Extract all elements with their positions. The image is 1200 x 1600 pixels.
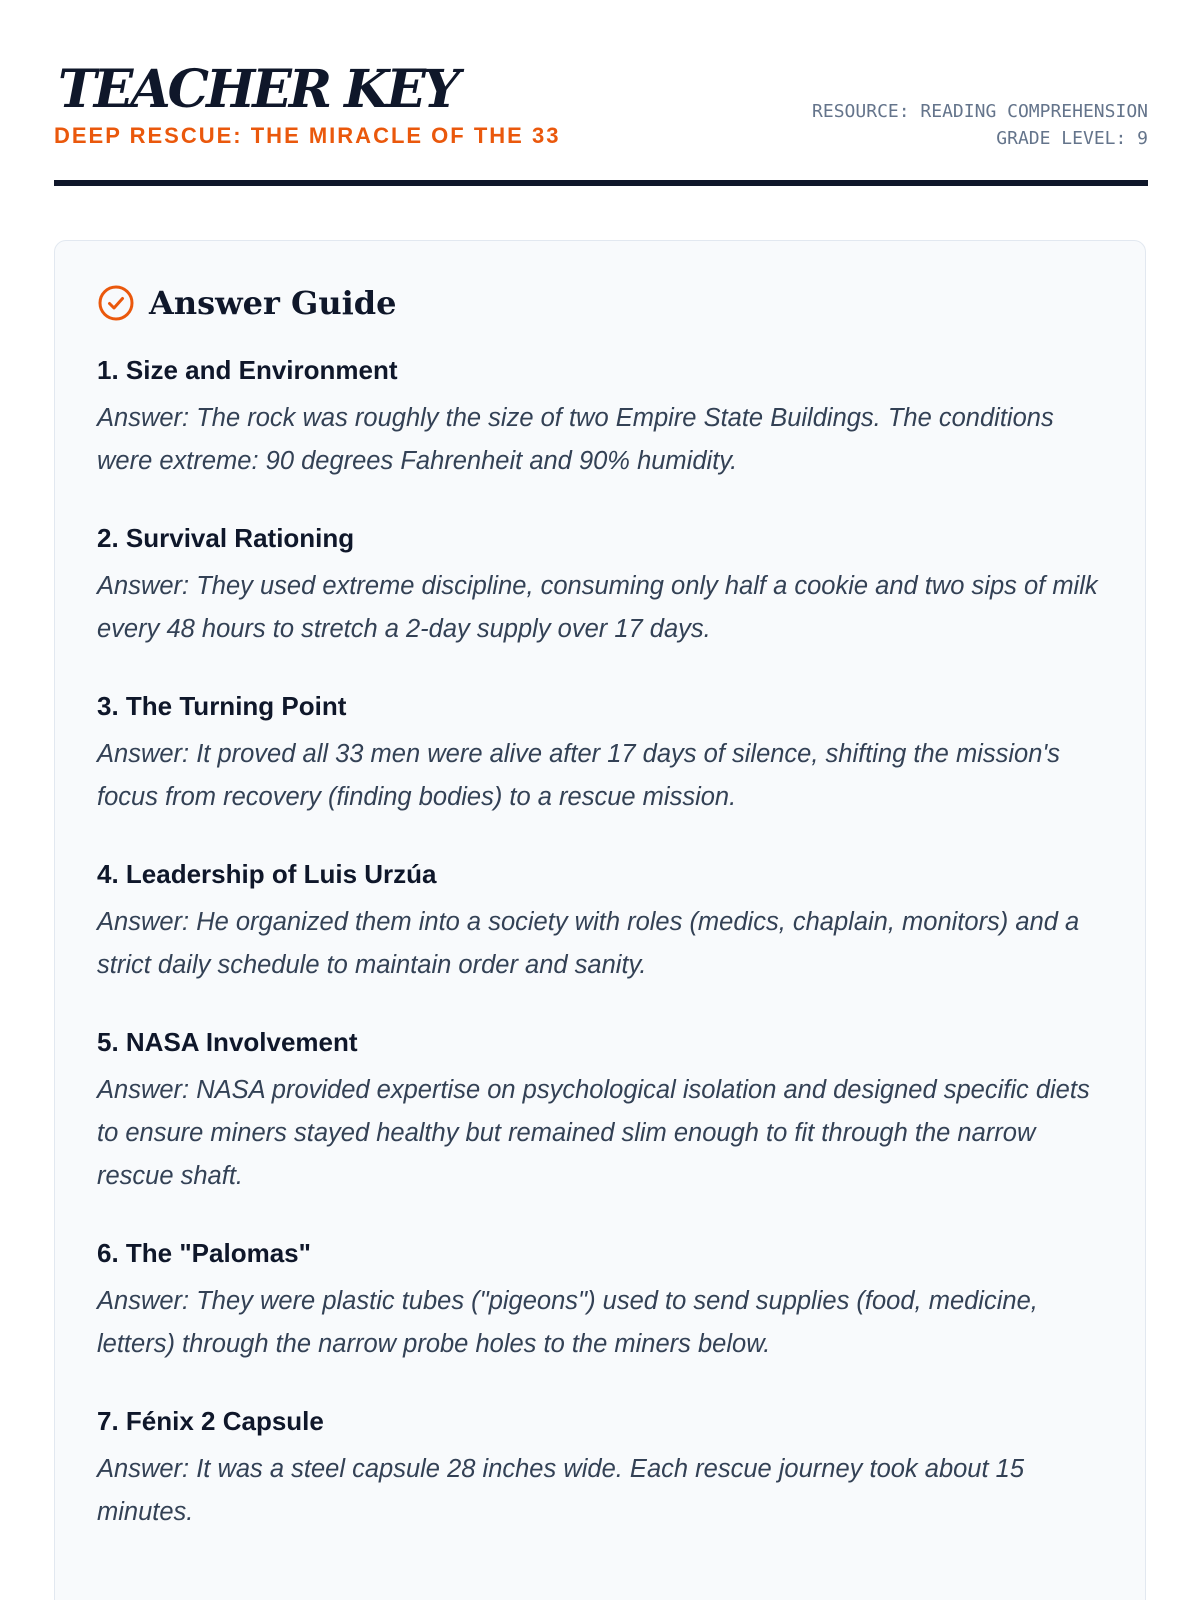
question-title: 2. Survival Rationing [97, 523, 355, 553]
question-title: 4. Leadership of Luis Urzúa [97, 859, 437, 889]
check-circle-icon [97, 284, 135, 322]
grade-level: GRADE LEVEL: 9 [996, 128, 1148, 149]
teacher-key-page [54, 0, 1148, 1600]
answer-item [97, 857, 1107, 987]
answer-guide-header [97, 279, 397, 327]
resource-type: RESOURCE: READING COMPREHENSION [812, 101, 1148, 122]
answer-item [97, 521, 1107, 651]
question-title: 7. Fénix 2 Capsule [97, 1406, 324, 1436]
answer-text: Answer: NASA provided expertise on psychological isolation and designed specific diets to ensure miners stayed healthy but remained slim enough to fit through the narrow rescue shaft. [97, 1076, 1090, 1190]
question-title: 1. Size and Environment [97, 355, 398, 385]
resource-meta [812, 98, 1148, 152]
answer-item [97, 353, 1107, 483]
answer-guide-panel [54, 240, 1146, 1600]
answer-item [97, 689, 1107, 819]
answer-text: Answer: The rock was roughly the size of two Empire State Buildings. The conditions were extreme: 90 degrees Fahrenheit and 90% humidity. [97, 404, 1054, 475]
page-header [54, 56, 1148, 188]
answer-item [97, 1236, 1107, 1366]
answer-guide-title: Answer Guide [149, 284, 397, 322]
page-subtitle: DEEP RESCUE: THE MIRACLE OF THE 33 [54, 123, 561, 148]
question-title: 3. The Turning Point [97, 691, 347, 721]
answer-item [97, 1025, 1107, 1198]
answer-text: Answer: He organized them into a society with roles (medics, chaplain, monitors) and a strict daily schedule to maintain order and sanity. [97, 908, 1080, 979]
answer-text: Answer: It proved all 33 men were alive after 17 days of silence, shifting the mission's focus from recovery (finding bodies) to a rescue mission. [97, 740, 1060, 811]
answer-text: Answer: It was a steel capsule 28 inches wide. Each rescue journey took about 15 minutes. [97, 1455, 1025, 1526]
answer-item [97, 1404, 1107, 1534]
header-divider [54, 180, 1148, 186]
answer-text: Answer: They used extreme discipline, consuming only half a cookie and two sips of milk every 48 hours to stretch a 2-day supply over 17 days. [97, 572, 1098, 643]
answer-text: Answer: They were plastic tubes ("pigeons") used to send supplies (food, medicine, letters) through the narrow probe holes to the miners below. [97, 1287, 1038, 1358]
question-title: 6. The "Palomas" [97, 1238, 311, 1268]
question-title: 5. NASA Involvement [97, 1027, 358, 1057]
page-title: TEACHER KEY [58, 59, 458, 120]
answer-list [97, 353, 1107, 1572]
